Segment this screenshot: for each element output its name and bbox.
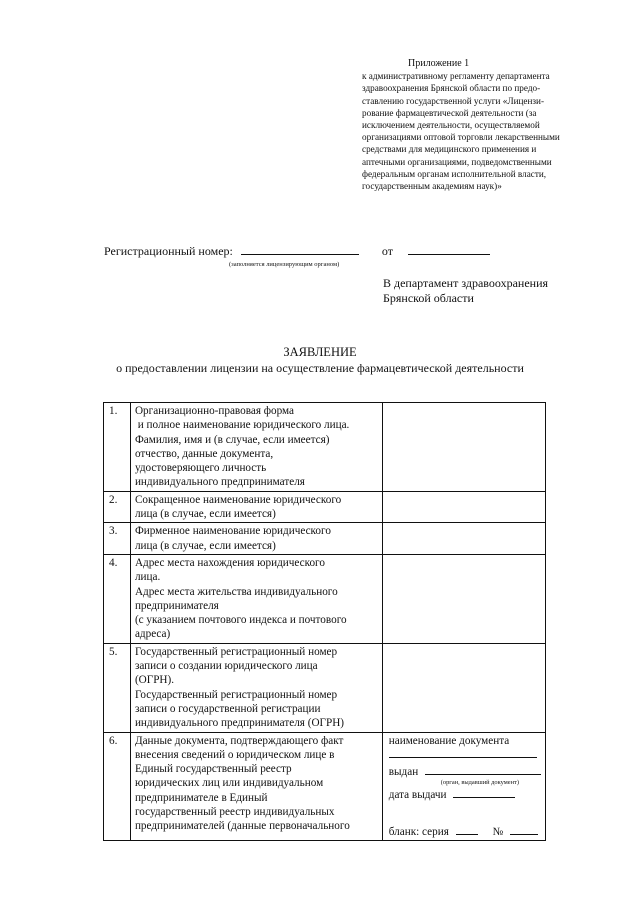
registration-number-label: Регистрационный номер:	[104, 244, 233, 258]
row-label-line: удостоверяющего личность	[134, 462, 267, 475]
appendix-line: ставлению государственной услуги «Лицензи-	[362, 95, 545, 106]
row-value-cell[interactable]	[382, 643, 545, 732]
doc-name-field[interactable]	[389, 748, 541, 762]
row-label-line: адреса)	[134, 628, 171, 641]
table-row	[104, 732, 546, 840]
appendix-heading: Приложение 1	[408, 58, 470, 69]
row-label-line: предпринимателя	[134, 599, 219, 612]
addressee-line: В департамент здравоохранения	[383, 276, 549, 290]
row-label-line: предпринимателей (данные первоначального	[134, 820, 350, 833]
application-form-table	[103, 402, 546, 841]
row-label-line: записи о создании юридического лица	[134, 660, 318, 673]
row-label-line: государственный реестр индивидуальных	[134, 806, 335, 819]
form-series-label: бланк: серия	[388, 825, 449, 838]
row-label-line: Адрес места жительства индивидуального	[134, 585, 338, 598]
form-series-field[interactable]	[456, 825, 478, 835]
appendix-line: организациями оптовой торговли лекарственными	[362, 132, 560, 143]
issued-label: выдан	[388, 766, 419, 779]
row-number: 6.	[104, 732, 131, 840]
number-sign: №	[492, 825, 504, 838]
row-label-line: предпринимателе в Единый	[134, 791, 268, 804]
table-row	[104, 523, 546, 555]
table-row	[104, 403, 546, 492]
row-number: 1.	[104, 403, 131, 492]
appendix-block	[362, 58, 612, 192]
row-label-line: Фамилия, имя и (в случае, если имеется)	[134, 433, 330, 446]
issued-field[interactable]	[425, 765, 541, 775]
row-number: 4.	[104, 554, 131, 643]
row-label-line: Фирменное наименование юридического	[134, 525, 331, 538]
row-value-cell[interactable]	[382, 491, 545, 523]
row6-fields	[382, 732, 545, 840]
appendix-line: федеральным органам исполнительной власти,	[362, 168, 547, 179]
row-value-cell[interactable]	[382, 523, 545, 555]
row-label	[130, 523, 382, 555]
appendix-line: государственным академиям наук)»	[362, 181, 502, 192]
row-label-line: лица (в случае, если имеется)	[134, 539, 276, 552]
row-label-line: Государственный регистрационный номер	[134, 645, 338, 658]
row-label-line: лица.	[134, 571, 161, 584]
row-value-cell[interactable]	[382, 554, 545, 643]
row-label-line: (ОГРН).	[134, 674, 175, 687]
addressee-block	[383, 276, 548, 306]
issue-date-line	[389, 788, 541, 802]
registration-date-label: от	[381, 244, 393, 258]
row-number: 3.	[104, 523, 131, 555]
row-value-cell[interactable]	[382, 403, 545, 492]
doc-name-label: наименование документа	[388, 734, 510, 747]
row-label-line: записи о государственной регистрации	[134, 702, 321, 715]
row-number: 5.	[104, 643, 131, 732]
row-label	[130, 554, 382, 643]
row-label-line: отчество, данные документа,	[134, 447, 274, 460]
row-label	[130, 732, 382, 840]
appendix-line: здравоохранения Брянской области по предо-	[362, 83, 541, 94]
row-number: 2.	[104, 491, 131, 523]
document-subtitle: о предоставлении лицензии на осуществление фармацевтической деятельности	[116, 361, 524, 375]
row-label-line: лица (в случае, если имеется)	[134, 508, 276, 521]
issued-line	[389, 765, 541, 779]
document-title: ЗАЯВЛЕНИЕ	[283, 345, 357, 359]
form-number-field[interactable]	[510, 825, 538, 835]
addressee-line: Брянской области	[383, 291, 474, 305]
row-label	[130, 491, 382, 523]
registration-number-field[interactable]	[241, 244, 359, 255]
row-label-line: Организационно-правовая форма	[134, 405, 295, 417]
row-label-line: (с указанием почтового индекса и почтового	[134, 614, 347, 627]
table-row	[104, 491, 546, 523]
row-label-line: Сокращенное наименование юридического	[134, 493, 342, 506]
table-row	[104, 554, 546, 643]
form-series-line	[389, 825, 541, 839]
appendix-line: исключением деятельности, осуществляемой	[362, 120, 540, 131]
row-label-line: Государственный регистрационный номер	[134, 688, 338, 701]
row-label	[130, 403, 382, 492]
row-label-line: Данные документа, подтверждающего факт	[134, 734, 344, 747]
appendix-line: к административному регламенту департамента	[362, 71, 550, 82]
row-label-line: внесения сведений о юридическом лице в	[134, 748, 335, 761]
row-label-line: Адрес места нахождения юридического	[134, 556, 325, 569]
appendix-line: аптечными организациями, подведомственными	[362, 156, 552, 167]
row-label	[130, 643, 382, 732]
row-label-line: и полное наименование юридического лица.	[134, 419, 350, 432]
issue-date-field[interactable]	[453, 788, 515, 798]
registration-date-field[interactable]	[408, 244, 490, 255]
registration-number-line	[104, 244, 490, 259]
row-label-line: индивидуального предпринимателя	[134, 476, 305, 489]
row-label-line: Единый государственный реестр	[134, 763, 292, 776]
registration-note: (заполняется лицензирующим органом)	[229, 261, 340, 268]
table-row	[104, 643, 546, 732]
row-label-line: индивидуального предпринимателя (ОГРН)	[134, 717, 345, 730]
row-label-line: юридических лиц или индивидуальном	[134, 777, 324, 790]
appendix-line: рование фармацевтической деятельности (за	[362, 107, 537, 118]
issue-date-label: дата выдачи	[388, 789, 447, 802]
issuer-note: (орган, выдавший документ)	[440, 779, 519, 787]
appendix-line: средствами для медицинского применения и	[362, 144, 537, 155]
